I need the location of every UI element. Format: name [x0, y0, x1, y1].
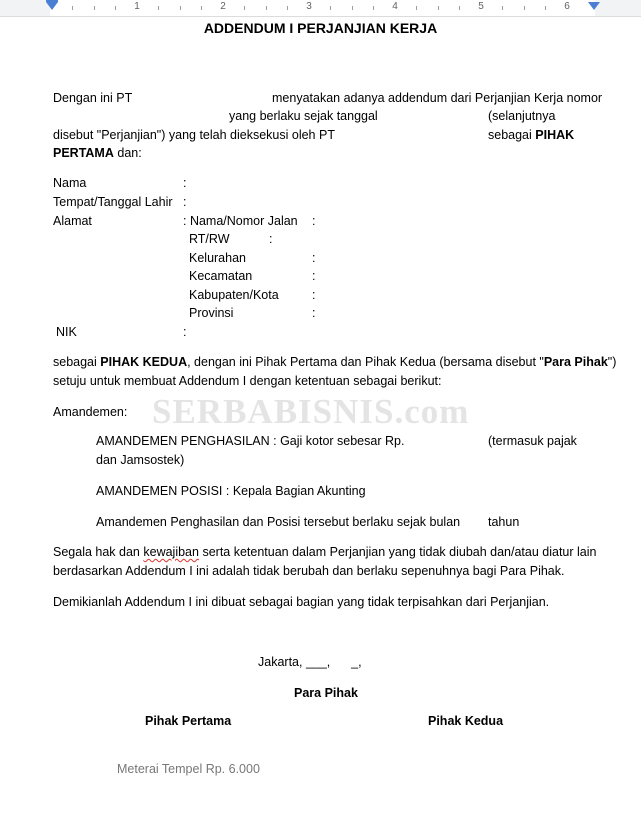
misspelled-word[interactable]: kewajiban — [143, 545, 199, 559]
pihak-kedua-label: PIHAK KEDUA — [100, 355, 188, 369]
pertama-label: PERTAMA — [53, 146, 114, 160]
field-nik-label: NIK — [56, 325, 77, 339]
para3-rest: serta ketentuan dalam Perjanjian yang tidak diubah dan/atau diatur lain — [202, 545, 597, 559]
intro-line2-end: (selanjutnya — [488, 109, 556, 123]
ruler-tick — [72, 6, 73, 10]
intro-line1-end: menyatakan adanya addendum dari Perjanjian Kerja nomor — [272, 91, 603, 105]
ruler-tick — [94, 6, 95, 10]
ruler-tick — [287, 6, 288, 10]
ruler-tick — [244, 6, 245, 10]
ruler-tick — [545, 6, 546, 10]
para3-line1 — [53, 545, 596, 560]
intro-dan: dan: — [117, 146, 142, 160]
field-kecamatan-label: Kecamatan — [189, 269, 253, 283]
field-ttl-label: Tempat/Tanggal Lahir — [53, 195, 173, 209]
field-kabupaten-label: Kabupaten/Kota — [189, 288, 279, 302]
field-alamat-label: Alamat — [53, 214, 92, 228]
intro-line3-start: disebut "Perjanjian") yang telah dieksekusi oleh PT — [53, 128, 335, 142]
field-kecamatan-colon: : — [312, 269, 316, 283]
para-pihak-label: Para Pihak — [543, 355, 608, 369]
ruler-number: 2 — [220, 1, 226, 12]
ruler-tick — [502, 6, 503, 10]
ruler-number: 3 — [306, 1, 312, 12]
field-nama-colon: : — [183, 176, 187, 190]
field-nama-label: Nama — [53, 176, 87, 190]
ruler-tick — [373, 6, 374, 10]
field-kabupaten-colon: : — [312, 288, 316, 302]
signature-date — [258, 655, 362, 670]
field-kelurahan-label: Kelurahan — [189, 251, 246, 265]
para3-line2: berdasarkan Addendum I ini adalah tidak berubah dan berlaku sepenuhnya bagi Para Pihak. — [53, 564, 565, 578]
amandemen-penghasilan: AMANDEMEN PENGHASILAN : Gaji kotor sebesar Rp. — [96, 434, 405, 448]
para2-close: ") — [607, 355, 617, 369]
pihak-pertama-heading: Pihak Pertama — [145, 714, 232, 728]
intro-line4 — [53, 146, 142, 161]
ruler-track — [50, 0, 595, 16]
meterai-label: Meterai Tempel Rp. 6.000 — [117, 762, 260, 776]
horizontal-ruler[interactable] — [0, 0, 641, 17]
pihak-label: PIHAK — [535, 128, 575, 142]
amandemen-jamsostek: dan Jamsostek) — [96, 453, 185, 467]
para-pihak-heading: Para Pihak — [294, 686, 358, 700]
ruler-tick — [115, 6, 116, 10]
ruler-tick — [266, 6, 267, 10]
ruler-tick — [352, 6, 353, 10]
field-kelurahan-colon: : — [312, 251, 316, 265]
ruler-tick — [416, 6, 417, 10]
amandemen-berlaku: Amandemen Penghasilan dan Posisi tersebut berlaku sejak bulan — [96, 515, 461, 529]
amandemen-posisi: AMANDEMEN POSISI : Kepala Bagian Akunting — [96, 484, 366, 498]
para2-line1 — [53, 355, 616, 370]
ruler-tick — [180, 6, 181, 10]
field-jalan-label: : Nama/Nomor Jalan — [183, 214, 298, 228]
field-rtrw-colon: : — [269, 232, 273, 246]
field-ttl-colon: : — [183, 195, 187, 209]
amandemen-tahun: tahun — [488, 515, 520, 529]
intro-line1-start: Dengan ini PT — [53, 91, 133, 105]
intro-sebagai: sebagai — [488, 128, 532, 142]
ruler-tick — [459, 6, 460, 10]
left-indent-marker-icon[interactable] — [46, 2, 58, 10]
field-provinsi-label: Provinsi — [189, 306, 234, 320]
document-title: ADDENDUM I PERJANJIAN KERJA — [203, 20, 438, 36]
para2-sebagai: sebagai — [53, 355, 97, 369]
amandemen-pajak: (termasuk pajak — [488, 434, 577, 448]
ruler-number: 5 — [478, 1, 484, 12]
amandemen-label: Amandemen: — [53, 405, 128, 419]
date-blank-1: ___, — [305, 655, 331, 669]
intro-line2-start: yang berlaku sejak tanggal — [229, 109, 378, 123]
right-indent-marker-icon[interactable] — [588, 2, 600, 10]
para2-text: , dengan ini Pihak Pertama dan Pihak Kedua (bersama disebut " — [187, 355, 544, 369]
ruler-tick — [330, 6, 331, 10]
ruler-number: 4 — [392, 1, 398, 12]
ruler-tick — [158, 6, 159, 10]
para3-start: Segala hak dan — [53, 545, 140, 559]
ruler-number: 1 — [134, 1, 140, 12]
field-rtrw-label: RT/RW — [189, 232, 230, 246]
para4: Demikianlah Addendum I ini dibuat sebagai bagian yang tidak terpisahkan dari Perjanjian. — [53, 595, 550, 609]
ruler-tick — [524, 6, 525, 10]
para2-line2: setuju untuk membuat Addendum I dengan ketentuan sebagai berikut: — [53, 374, 442, 388]
field-jalan-colon: : — [312, 214, 316, 228]
field-nik-colon: : — [183, 325, 187, 339]
watermark: SERBABISNIS.com — [152, 392, 470, 431]
date-blank-2: _, — [351, 655, 362, 669]
pihak-kedua-heading: Pihak Kedua — [428, 714, 504, 728]
date-place: Jakarta, — [258, 655, 303, 669]
ruler-tick — [201, 6, 202, 10]
field-provinsi-colon: : — [312, 306, 316, 320]
ruler-tick — [438, 6, 439, 10]
intro-line3-end — [488, 128, 574, 143]
ruler-number: 6 — [564, 1, 570, 12]
